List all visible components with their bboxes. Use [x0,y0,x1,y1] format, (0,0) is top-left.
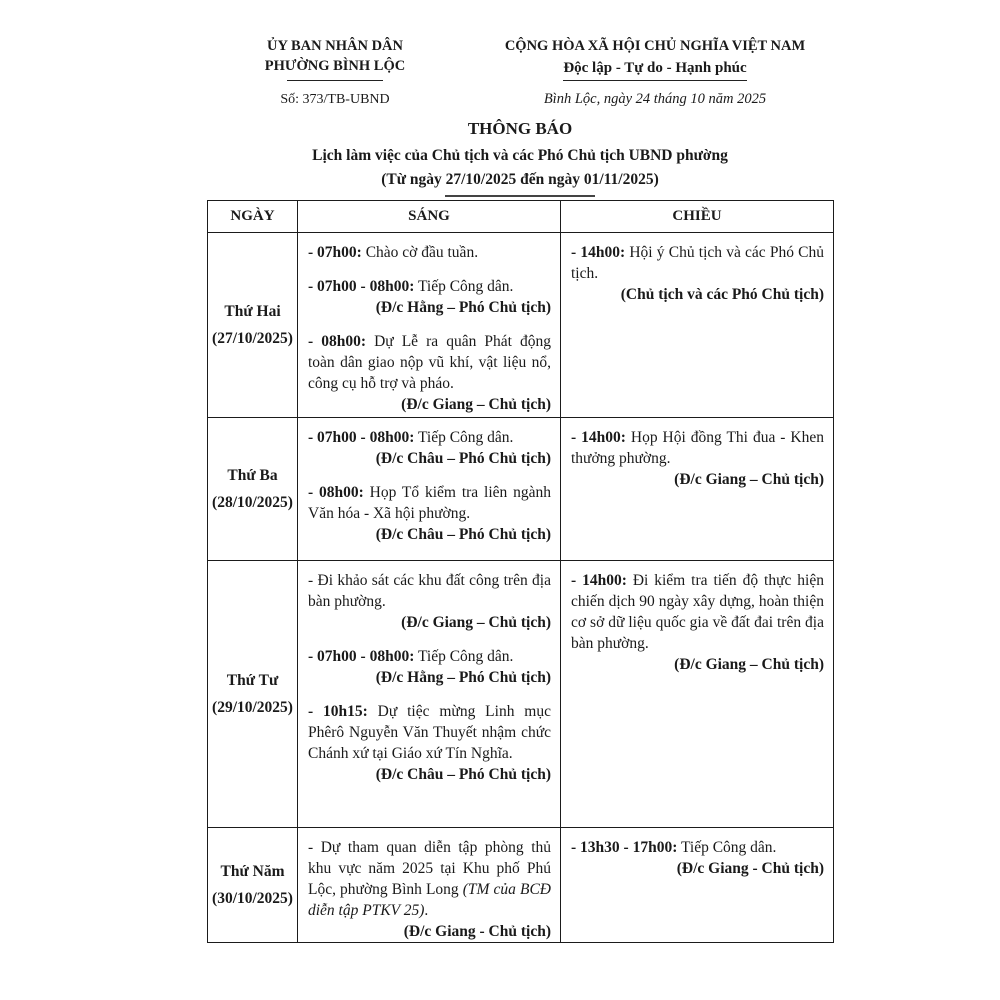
activity-text: Tiếp Công dân. [680,839,777,856]
time-label: - 08h00: [308,484,364,501]
activity-text: - Đi khảo sát các khu đất công trên địa bàn phường. [308,572,551,610]
time-label: - 14h00: [571,429,626,446]
signer-label: (Đ/c Giang – Chủ tịch) [674,471,824,488]
day-name: Thứ Tư [226,671,279,689]
day-cell [208,233,298,418]
issuing-org-block [185,36,485,109]
day-cell [208,828,298,943]
schedule-entry [308,701,551,785]
day-date: (30/10/2025) [212,889,293,907]
org-underline [287,80,383,81]
morning-cell [298,828,561,943]
activity-text: - Dự tham quan diễn tập phòng thủ khu vực năm 2025 tại Khu phố Phú Lộc, phường Bình Long [308,839,551,898]
notice-title: THÔNG BÁO [467,119,573,138]
signer-label: (Đ/c Hằng – Phó Chủ tịch) [375,669,551,686]
schedule-entry [308,646,551,688]
morning-cell [298,561,561,828]
activity-text: Dự tiệc mừng Linh mục Phêrô Nguyễn Văn Thuyết nhậm chức Chánh xứ tại Giáo xứ Tín Nghĩa. [308,703,551,762]
schedule-entry [571,570,824,675]
time-label: - 07h00: [308,244,362,261]
schedule-table [207,200,834,943]
day-date: (28/10/2025) [212,493,293,511]
table-row [208,561,834,828]
activity-text: Chào cờ đầu tuần. [365,244,479,261]
national-title: CỘNG HÒA XÃ HỘI CHỦ NGHĨA VIỆT NAM [504,38,806,54]
afternoon-cell [561,561,834,828]
title-underline [445,195,595,197]
activity-text: Tiếp Công dân. [417,648,514,665]
national-header-block [470,36,840,108]
time-label: - 14h00: [571,244,626,261]
day-name: Thứ Năm [220,862,285,880]
time-label: - 08h00: [308,333,366,350]
morning-cell [298,233,561,418]
schedule-entry [308,570,551,633]
activity-text: Dự Lễ ra quân Phát động toàn dân giao nộp vũ khí, vật liệu nổ, công cụ hỗ trợ và pháo. [308,333,551,392]
document-number: Số: 373/TB-UBND [280,92,390,107]
activity-text: Hội ý Chủ tịch và các Phó Chủ tịch. [571,244,825,282]
signer-label: (Đ/c Giang – Chủ tịch) [401,396,551,413]
schedule-entry [571,427,824,490]
notice-subtitle: Lịch làm việc của Chủ tịch và các Phó Chủ tịch UBND phường [312,147,728,164]
title-block [207,118,833,197]
time-label: - 10h15: [308,703,368,720]
afternoon-cell [561,233,834,418]
header-row [208,201,834,233]
day-cell [208,418,298,561]
time-label: - 13h30 - 17h00: [571,839,678,856]
org-name: ỦY BAN NHÂN DÂN [266,38,403,54]
afternoon-cell [561,828,834,943]
afternoon-cell [561,418,834,561]
signer-label: (Đ/c Châu – Phó Chủ tịch) [375,766,551,783]
day-name: Thứ Hai [224,302,281,320]
table-row [208,233,834,418]
schedule-entry [308,242,551,263]
ward-name: PHƯỜNG BÌNH LỘC [264,58,406,74]
time-label: - 07h00 - 08h00: [308,648,415,665]
signer-label: (Đ/c Giang - Chủ tịch) [676,860,824,877]
place-date-line: Bình Lộc, ngày 24 tháng 10 năm 2025 [543,91,767,107]
signer-label: (Đ/c Giang – Chủ tịch) [674,656,824,673]
national-motto: Độc lập - Tự do - Hạnh phúc [563,58,746,81]
schedule-entry [308,482,551,545]
morning-cell [298,418,561,561]
signer-label: (Đ/c Giang – Chủ tịch) [401,614,551,631]
activity-text: Tiếp Công dân. [417,278,514,295]
activity-note-italic: (TM của BCĐ diễn tập PTKV 25) [308,881,552,919]
activity-text-tail: . [424,902,429,919]
table-row [208,828,834,943]
signer-label: (Đ/c Châu – Phó Chủ tịch) [375,526,551,543]
schedule-entry [308,276,551,318]
activity-text: Tiếp Công dân. [417,429,514,446]
signer-label: (Đ/c Châu – Phó Chủ tịch) [375,450,551,467]
activity-text: Họp Tổ kiểm tra liên ngành Văn hóa - Xã hội phường. [308,484,552,522]
schedule-entry [308,837,551,942]
signer-label: (Đ/c Hằng – Phó Chủ tịch) [375,299,551,316]
schedule-entry [308,331,551,415]
day-name: Thứ Ba [227,466,278,484]
col-header-morning: SÁNG [298,201,561,233]
day-date: (27/10/2025) [212,329,293,347]
time-label: - 14h00: [571,572,627,589]
col-header-day: NGÀY [208,201,298,233]
time-label: - 07h00 - 08h00: [308,278,415,295]
time-label: - 07h00 - 08h00: [308,429,415,446]
activity-text: Đi kiểm tra tiến độ thực hiện chiến dịch 90 ngày xây dựng, hoàn thiện cơ sở dữ liệu quốc gia về đất đai trên địa bàn phường. [571,572,824,652]
date-range: (Từ ngày 27/10/2025 đến ngày 01/11/2025) [381,171,659,188]
schedule-entry [308,427,551,469]
day-date: (29/10/2025) [212,698,293,716]
schedule-entry [571,837,824,879]
table-row [208,418,834,561]
col-header-afternoon: CHIỀU [561,201,834,233]
signer-label: (Đ/c Giang - Chủ tịch) [403,923,551,940]
activity-text: Họp Hội đồng Thi đua - Khen thưởng phường. [571,429,824,467]
schedule-entry [571,242,824,305]
day-cell [208,561,298,828]
signer-label: (Chủ tịch và các Phó Chủ tịch) [620,286,824,303]
